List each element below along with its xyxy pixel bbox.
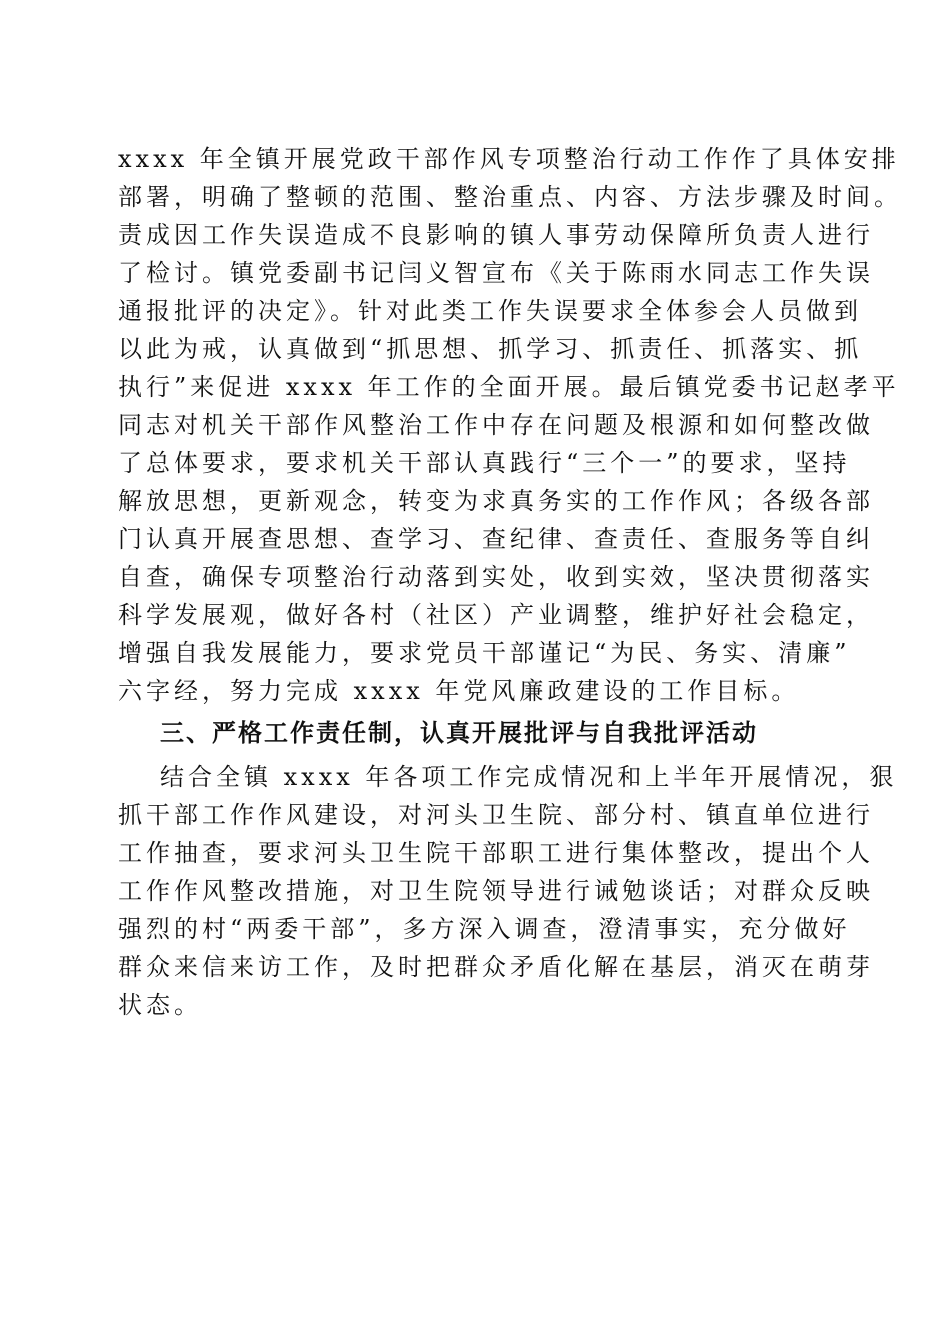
paragraph-line: 部署，明确了整顿的范围、整治重点、内容、方法步骤及时间。 (118, 183, 902, 211)
paragraph-line: xxxx 年全镇开展党政干部作风专项整治行动工作作了具体安排 (118, 145, 900, 173)
paragraph-line: 强烈的村“两委干部”，多方深入调查，澄清事实，充分做好 (118, 915, 851, 943)
paragraph-line: 状态。 (118, 991, 202, 1019)
paragraph-line: 以此为戒，认真做到“抓思想、抓学习、抓责任、抓落实、抓 (118, 335, 863, 363)
paragraph-line: 执行”来促进 xxxx 年工作的全面开展。最后镇党委书记赵孝平 (118, 373, 900, 401)
paragraph-line: 抓干部工作作风建设，对河头卫生院、部分村、镇直单位进行 (118, 801, 874, 829)
section-heading: 三、严格工作责任制，认真开展批评与自我批评活动 (160, 719, 758, 747)
paragraph-line: 自查，确保专项整治行动落到实处，收到实效，坚决贯彻落实 (118, 563, 874, 591)
paragraph-line: 工作抽查，要求河头卫生院干部职工进行集体整改，提出个人 (118, 839, 874, 867)
paragraph-line: 同志对机关干部作风整治工作中存在问题及根源和如何整改做 (118, 411, 874, 439)
paragraph-line: 通报批评的决定》。针对此类工作失误要求全体参会人员做到 (118, 297, 862, 325)
paragraph-line: 群众来信来访工作，及时把群众矛盾化解在基层，消灭在萌芽 (118, 953, 874, 981)
paragraph-line: 解放思想，更新观念，转变为求真务实的工作作风；各级各部 (118, 487, 874, 515)
paragraph-line: 科学发展观，做好各村（社区）产业调整，维护好社会稳定， (118, 601, 874, 629)
paragraph-line: 增强自我发展能力，要求党员干部谨记“为民、务实、清廉” (118, 639, 851, 667)
paragraph-line: 责成因工作失误造成不良影响的镇人事劳动保障所负责人进行 (118, 221, 874, 249)
paragraph-line: 六字经，努力完成 xxxx 年党风廉政建设的工作目标。 (118, 677, 800, 705)
paragraph-line: 了总体要求，要求机关干部认真践行“三个一”的要求，坚持 (118, 449, 851, 477)
paragraph-line: 结合全镇 xxxx 年各项工作完成情况和上半年开展情况，狠 (160, 763, 898, 791)
paragraph-line: 门认真开展查思想、查学习、查纪律、查责任、查服务等自纠 (118, 525, 874, 553)
paragraph-line: 工作作风整改措施，对卫生院领导进行诫勉谈话；对群众反映 (118, 877, 874, 905)
paragraph-line: 了检讨。镇党委副书记闫义智宣布《关于陈雨水同志工作失误 (118, 259, 874, 287)
